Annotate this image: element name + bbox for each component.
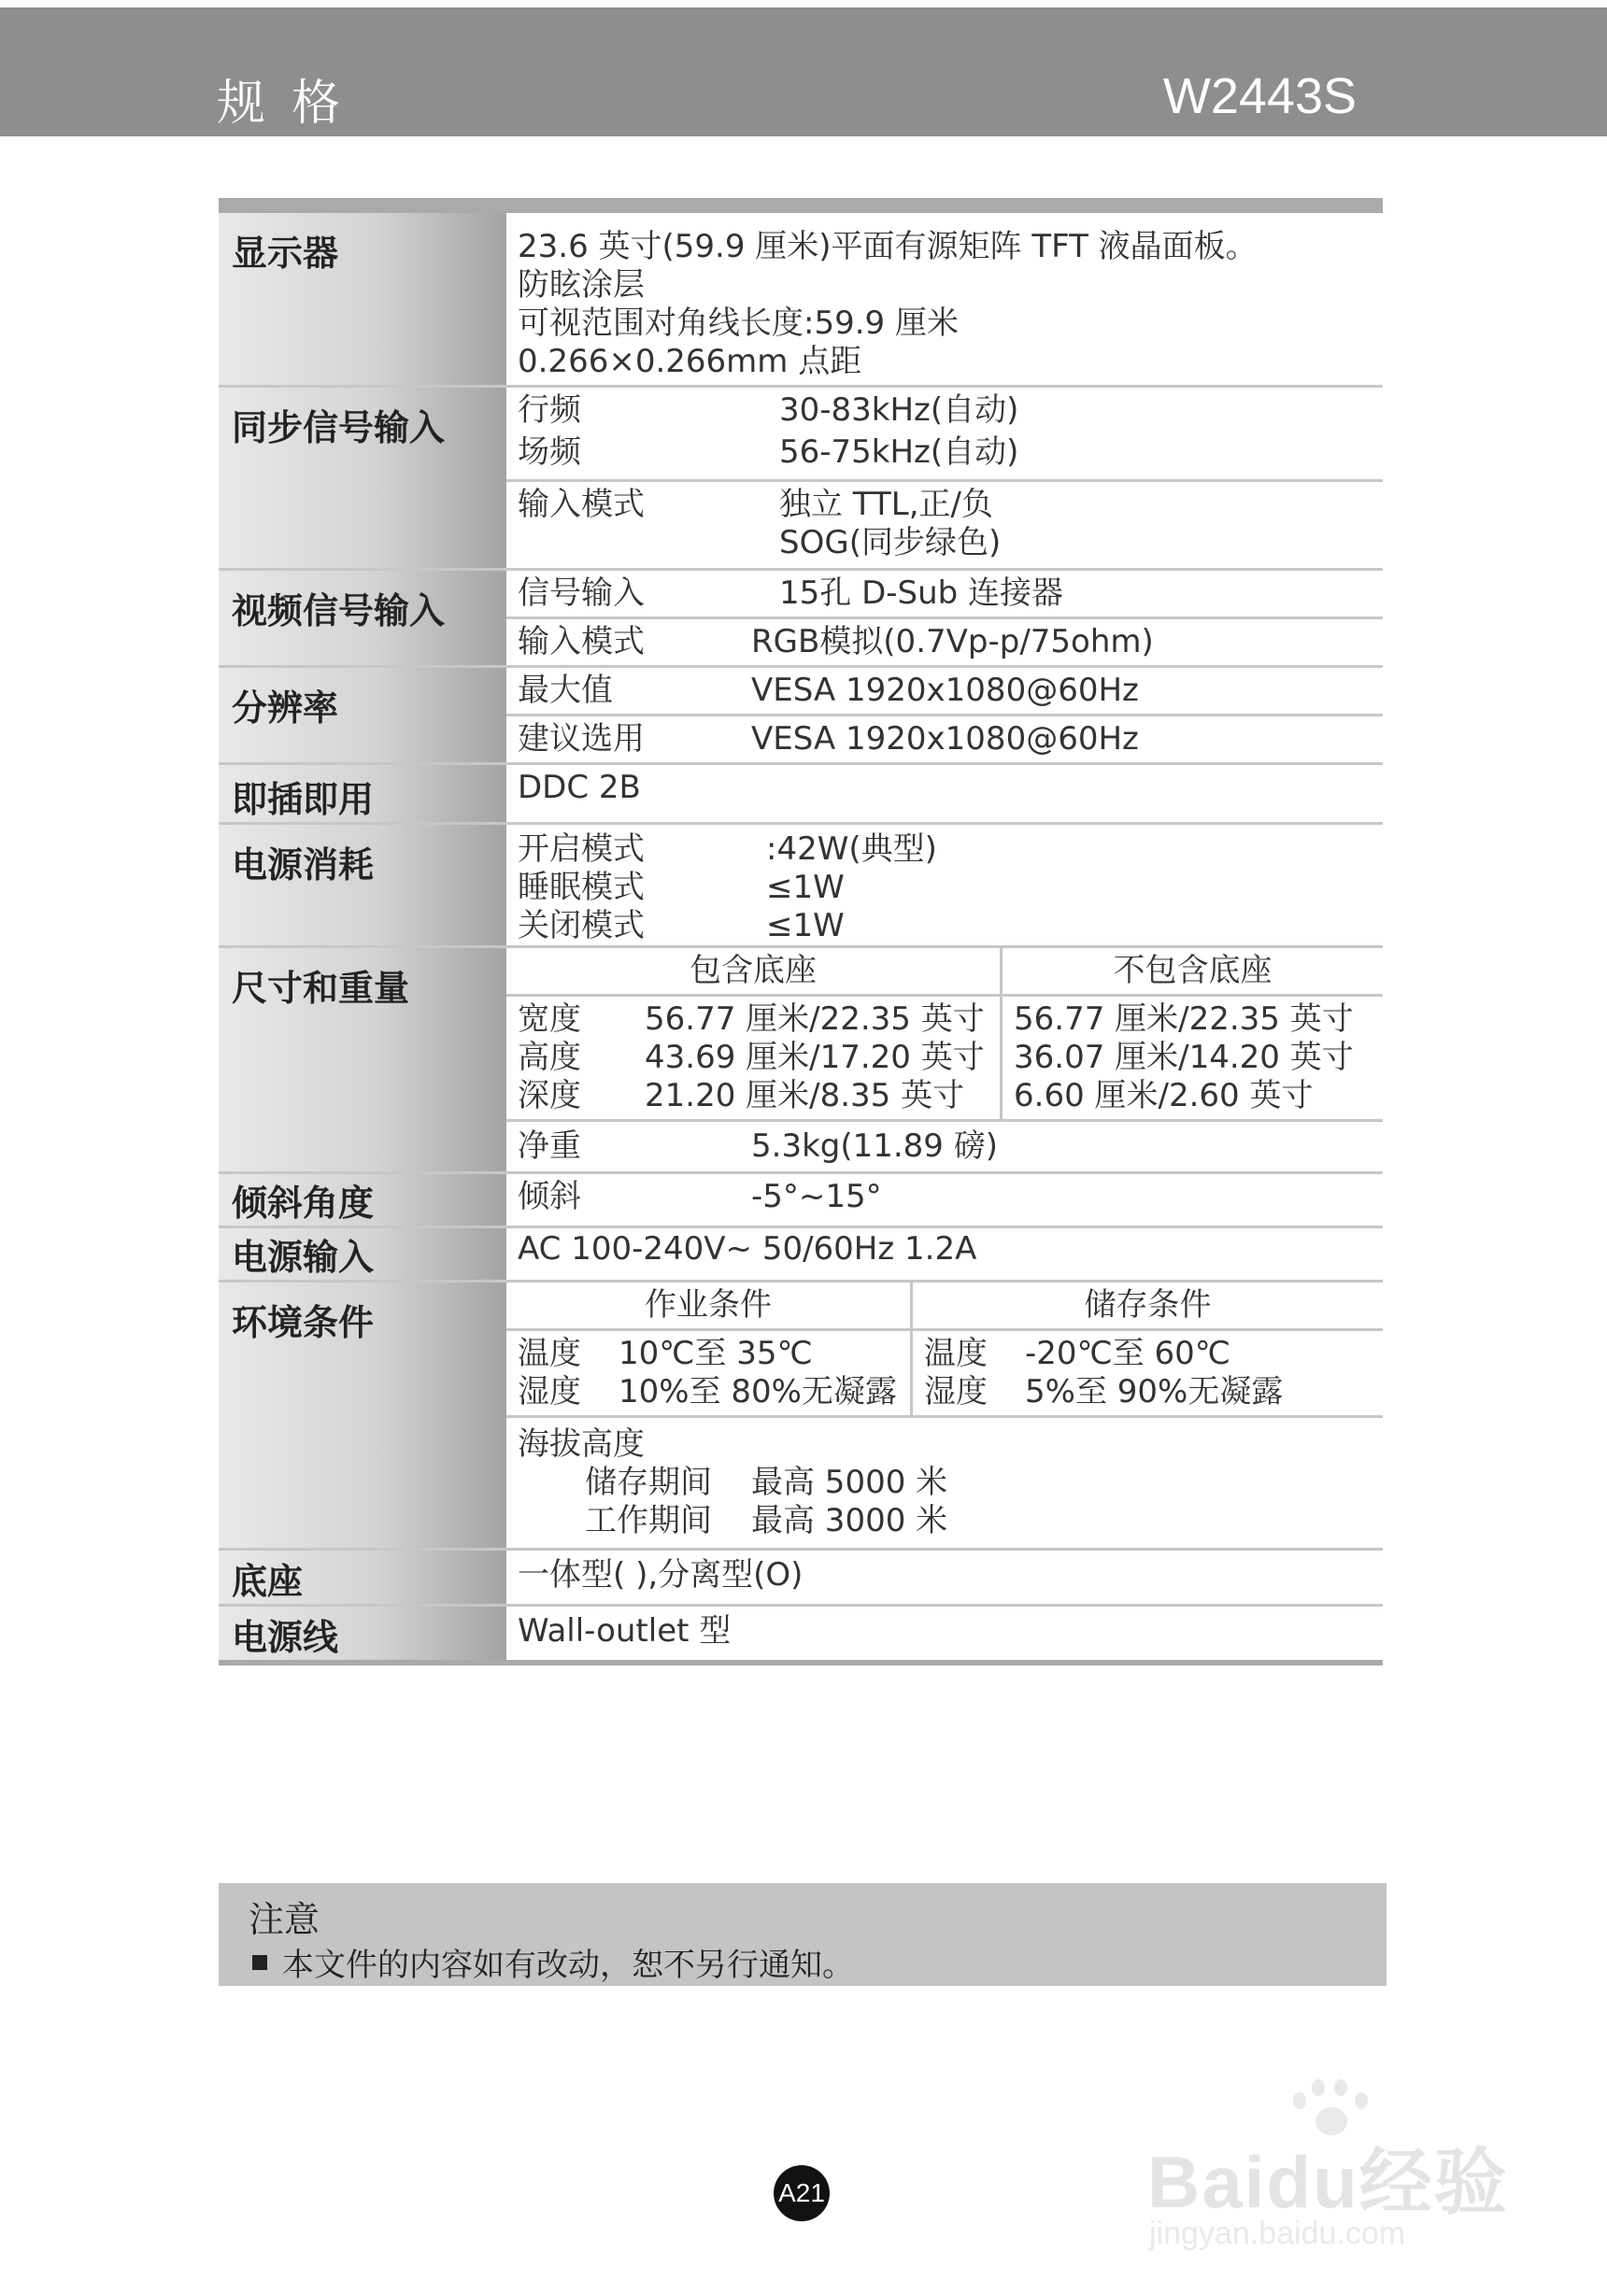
- row-label: 同步信号输入: [219, 388, 506, 568]
- value: AC 100-240V~ 50/60Hz 1.2A: [518, 1230, 977, 1268]
- dims-values: [506, 994, 1383, 1119]
- key: 最大值: [518, 672, 613, 709]
- row-value: [506, 668, 1383, 762]
- row-label: 倾斜角度: [219, 1174, 506, 1226]
- value: RGB模拟(0.7Vp-p/75ohm): [751, 623, 1154, 660]
- key: 净重: [518, 1127, 581, 1165]
- bullet-icon: [252, 1955, 267, 1970]
- row-value: [506, 1174, 1383, 1226]
- note-item: [252, 1939, 854, 1985]
- value: 43.69 厘米/17.20 英寸: [645, 1039, 985, 1076]
- key: 储存期间: [585, 1464, 712, 1501]
- row-label: 环境条件: [219, 1283, 506, 1548]
- env-values: [506, 1328, 1383, 1415]
- key: 关闭模式: [518, 907, 645, 944]
- value: 最高 5000 米: [751, 1464, 948, 1501]
- spec-row-power-input: [219, 1228, 1383, 1283]
- value: 独立 TTL,正/负: [779, 486, 993, 523]
- spec-table: [219, 198, 1383, 1665]
- value: VESA 1920x1080@60Hz: [751, 720, 1139, 758]
- value: ≤1W: [766, 907, 845, 944]
- row-label: 底座: [219, 1551, 506, 1604]
- text-line: 可视范围对角线长度:59.9 厘米: [518, 305, 959, 342]
- note-box: [219, 1883, 1387, 1986]
- value: ≤1W: [766, 869, 845, 906]
- row-label: 电源消耗: [219, 825, 506, 945]
- page-number: A21: [774, 2165, 830, 2221]
- key: 深度: [518, 1077, 581, 1114]
- value: SOG(同步绿色): [779, 524, 1002, 561]
- spec-row-cord: [219, 1607, 1383, 1665]
- row-label: 电源输入: [219, 1228, 506, 1280]
- col-header: 不包含底座: [1000, 948, 1383, 994]
- spec-row-pnp: [219, 765, 1383, 825]
- value: 10%至 80%无凝露: [619, 1373, 897, 1410]
- value: 36.07 厘米/14.20 英寸: [1014, 1039, 1354, 1076]
- row-label: 视频信号输入: [219, 571, 506, 665]
- key: 宽度: [518, 1000, 581, 1038]
- model-name: W2443S: [1162, 68, 1357, 124]
- value: 30-83kHz(自动): [779, 391, 1019, 429]
- key: 场频: [518, 433, 581, 471]
- col-header: 储存条件: [910, 1283, 1383, 1328]
- row-label: 尺寸和重量: [219, 948, 506, 1171]
- value: 56.77 厘米/22.35 英寸: [645, 1000, 985, 1038]
- sync-frequency: [506, 388, 1383, 479]
- row-value: [506, 765, 1383, 822]
- key: 高度: [518, 1039, 581, 1076]
- text-line: 0.266×0.266mm 点距: [518, 343, 862, 380]
- row-label: 分辨率: [219, 668, 506, 762]
- col-header: 包含底座: [690, 952, 817, 989]
- dims-header: [506, 948, 1383, 994]
- spec-row-tilt: [219, 1174, 1383, 1228]
- value: 6.60 厘米/2.60 英寸: [1014, 1077, 1314, 1114]
- altitude-title: 海拔高度: [518, 1425, 645, 1463]
- key: 湿度: [518, 1373, 581, 1410]
- key: 湿度: [924, 1373, 988, 1410]
- value: 56-75kHz(自动): [779, 433, 1019, 471]
- key: 输入模式: [518, 623, 645, 660]
- note-text: 本文件的内容如有改动，恕不另行通知。: [282, 1947, 854, 1984]
- key: 输入模式: [518, 486, 645, 523]
- spec-row-display: [219, 213, 1383, 388]
- value: 10℃至 35℃: [619, 1335, 813, 1372]
- key: 倾斜: [518, 1178, 581, 1215]
- spec-row-video: [219, 571, 1383, 668]
- value: 5.3kg(11.89 磅): [751, 1127, 999, 1165]
- row-value: [506, 1283, 1383, 1548]
- value: 最高 3000 米: [751, 1502, 948, 1539]
- row-value: [506, 213, 1383, 385]
- value: 一体型( ),分离型(O): [518, 1556, 804, 1594]
- sync-input-mode: [506, 479, 1383, 568]
- value: DDC 2B: [518, 769, 641, 806]
- key: 建议选用: [518, 720, 645, 758]
- env-header: [506, 1283, 1383, 1328]
- row-value: [506, 825, 1383, 945]
- value: -5°~15°: [751, 1178, 882, 1215]
- key: 信号输入: [518, 574, 645, 612]
- table-top-bar: [219, 198, 1383, 213]
- text-line: 防眩涂层: [518, 266, 645, 304]
- watermark-url: jingyan.baidu.com: [1149, 2216, 1406, 2251]
- value: 15孔 D-Sub 连接器: [779, 574, 1064, 612]
- key: 开启模式: [518, 830, 645, 868]
- key: 睡眠模式: [518, 869, 645, 906]
- env-altitude: [506, 1415, 1383, 1548]
- spec-row-environment: [219, 1283, 1383, 1551]
- value: 5%至 90%无凝露: [1025, 1373, 1284, 1410]
- key: 行频: [518, 391, 581, 429]
- value: 21.20 厘米/8.35 英寸: [645, 1077, 965, 1114]
- value: Wall-outlet 型: [518, 1612, 732, 1650]
- spec-row-stand: [219, 1551, 1383, 1607]
- key: 工作期间: [585, 1502, 712, 1539]
- row-value: [506, 388, 1383, 568]
- row-label: 显示器: [219, 213, 506, 385]
- col-header: 作业条件: [645, 1286, 772, 1324]
- page-header: [0, 7, 1607, 136]
- spec-row-dimensions: [219, 948, 1383, 1174]
- row-value: [506, 1607, 1383, 1660]
- watermark-logo: Baidu经验: [1147, 2141, 1509, 2223]
- spec-row-power: [219, 825, 1383, 948]
- value: 56.77 厘米/22.35 英寸: [1014, 1000, 1354, 1038]
- row-label: 电源线: [219, 1607, 506, 1660]
- key: 温度: [924, 1335, 988, 1372]
- note-title: 注意: [249, 1899, 320, 1940]
- row-value: [506, 571, 1383, 665]
- page-title: 规格: [217, 76, 367, 132]
- spec-row-resolution: [219, 668, 1383, 765]
- row-label: 即插即用: [219, 765, 506, 822]
- watermark: [1147, 2076, 1521, 2253]
- value: -20℃至 60℃: [1025, 1335, 1230, 1372]
- row-value: [506, 1551, 1383, 1604]
- text-line: 23.6 英寸(59.9 厘米)平面有源矩阵 TFT 液晶面板。: [518, 228, 1258, 265]
- value: VESA 1920x1080@60Hz: [751, 672, 1139, 709]
- row-value: [506, 1228, 1383, 1280]
- spec-row-sync: [219, 388, 1383, 571]
- row-value: [506, 948, 1383, 1171]
- value: :42W(典型): [766, 830, 937, 868]
- key: 温度: [518, 1335, 581, 1372]
